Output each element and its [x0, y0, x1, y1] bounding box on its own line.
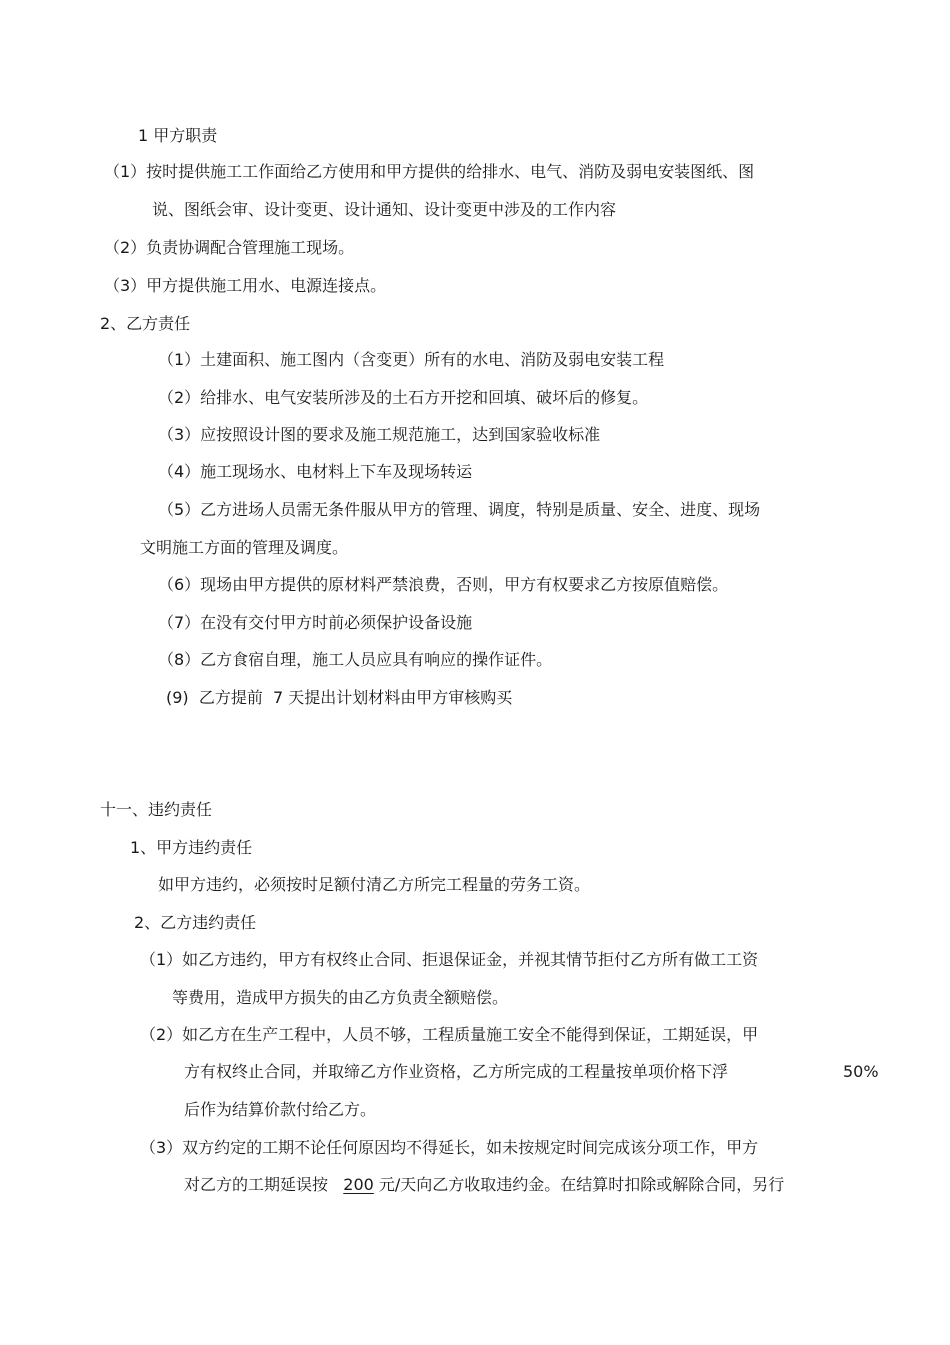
section-2-item-5-line-1: （5）乙方进场人员需无条件服从甲方的管理、调度，特别是质量、安全、进度、现场: [158, 500, 761, 519]
section-2-item-9: (9) 乙方提前 7 天提出计划材料由甲方审核购买: [166, 688, 513, 707]
section-1-item-1-line-2: 说、图纸会审、设计变更、设计通知、设计变更中涉及的工作内容: [152, 200, 617, 219]
section-1-title: 1 甲方职责: [138, 126, 218, 145]
section-1-item-1-line-1: （1）按时提供施工工作面给乙方使用和甲方提供的给排水、电气、消防及弱电安装图纸、图: [104, 162, 755, 181]
section-2-item-2: （2）给排水、电气安装所涉及的土石方开挖和回填、破坏后的修复。: [158, 388, 649, 407]
section-2-item-4: （4）施工现场水、电材料上下车及现场转运: [158, 462, 473, 481]
penalty-text-post: 元/天向乙方收取违约金。在结算时扣除或解除合同，另行: [373, 1175, 785, 1194]
section-11-title: 十一、违约责任: [100, 800, 213, 819]
section-11-item-2-line-3: 后作为结算价款付给乙方。: [184, 1100, 377, 1119]
penalty-text-pre: 对乙方的工期延误按: [184, 1175, 344, 1194]
section-2-item-7: （7）在没有交付甲方时前必须保护设备设施: [158, 613, 473, 632]
section-11-item-3-line-1: （3）双方约定的工期不论任何原因均不得延长，如未按规定时间完成该分项工作，甲方: [140, 1138, 759, 1157]
section-11-sub-1-text: 如甲方违约，必须按时足额付清乙方所完工程量的劳务工资。: [158, 875, 591, 894]
section-11-item-1-line-1: （1）如乙方违约，甲方有权终止合同、拒退保证金，并视其情节拒付乙方所有做工工资: [140, 950, 759, 969]
penalty-amount: 200: [343, 1175, 374, 1194]
section-1-item-3: （3）甲方提供施工用水、电源连接点。: [104, 276, 387, 295]
section-11-item-1-line-2: 等费用，造成甲方损失的由乙方负责全额赔偿。: [172, 988, 509, 1007]
section-2-item-5-line-2: 文明施工方面的管理及调度。: [140, 538, 349, 557]
section-1-item-2: （2）负责协调配合管理施工现场。: [104, 238, 355, 257]
section-11-sub-2-title: 2、乙方违约责任: [134, 913, 257, 932]
section-11-item-2-line-1: （2）如乙方在生产工程中，人员不够，工程质量施工安全不能得到保证，工期延误，甲: [140, 1025, 759, 1044]
section-2-item-6: （6）现场由甲方提供的原材料严禁浪费，否则，甲方有权要求乙方按原值赔偿。: [158, 575, 729, 594]
section-2-item-8: （8）乙方食宿自理，施工人员应具有响应的操作证件。: [158, 650, 553, 669]
section-2-item-1: （1）土建面积、施工图内（含变更）所有的水电、消防及弱电安装工程: [158, 350, 665, 369]
section-2-title: 2、乙方责任: [100, 314, 191, 333]
section-11-item-3-line-2: [184, 1175, 784, 1195]
section-11-sub-1-title: 1、甲方违约责任: [130, 838, 253, 857]
section-2-item-3: （3）应按照设计图的要求及施工规范施工，达到国家验收标准: [158, 425, 601, 444]
section-11-item-2-percent: 50%: [843, 1062, 879, 1081]
section-11-item-2-line-2: 方有权终止合同，并取缔乙方作业资格，乙方所完成的工程量按单项价格下浮: [184, 1062, 729, 1081]
